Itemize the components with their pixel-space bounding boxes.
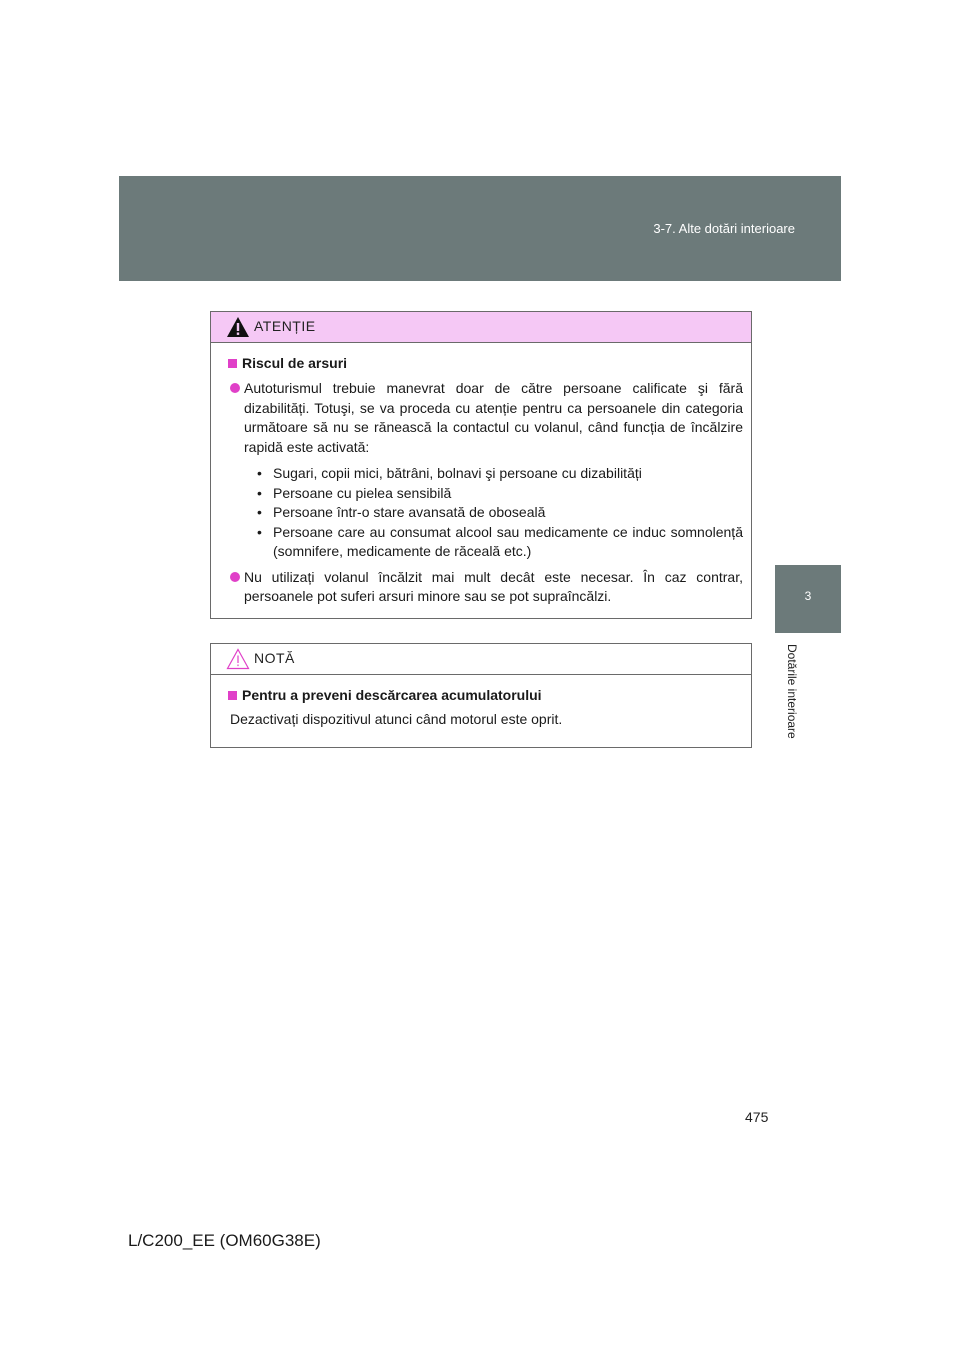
list-item: • Persoane cu pielea sensibilă bbox=[257, 484, 452, 501]
chapter-number: 3 bbox=[804, 589, 812, 603]
chapter-label: Dotările interioare bbox=[785, 644, 799, 739]
dot-bullet-icon bbox=[230, 572, 240, 582]
caution-outline-triangle-icon bbox=[226, 648, 250, 670]
square-bullet-icon bbox=[228, 359, 237, 368]
header-band bbox=[119, 176, 841, 281]
section-title: 3-7. Alte dotări interioare bbox=[653, 221, 795, 236]
warning-paragraph-1 bbox=[228, 379, 743, 457]
warning-box bbox=[210, 311, 752, 619]
warning-list bbox=[228, 464, 743, 562]
warning-section-label: Riscul de arsuri bbox=[242, 355, 348, 371]
warning-header bbox=[211, 312, 751, 343]
note-section-title bbox=[228, 687, 743, 703]
warning-paragraph-2-text: Nu utilizați volanul încălzit mai mult decât este necesar. În caz contrar, persoanele pot suferi arsuri minore sau se pot supraîncălzi. bbox=[244, 568, 743, 604]
warning-paragraph-2 bbox=[228, 568, 743, 607]
warning-section-title bbox=[228, 355, 743, 371]
warning-paragraph-1-text: Autoturismul trebuie manevrat doar de către persoane calificate şi fără dizabilități. Totuşi, se va proceda cu atenție pentru ca persoanele din categoria următoare să nu se rănească la contactul cu volanul, când funcția de încălzire rapidă este activată: bbox=[244, 380, 743, 455]
page-number: 475 bbox=[745, 1109, 769, 1125]
list-item: • Sugari, copii mici, bătrâni, bolnavi şi persoane cu dizabilități bbox=[257, 465, 642, 481]
note-header bbox=[211, 644, 751, 675]
chapter-tab bbox=[775, 565, 841, 633]
warning-triangle-icon bbox=[226, 316, 250, 338]
dot-bullet-icon bbox=[230, 383, 240, 393]
warning-title: ATENȚIE bbox=[254, 318, 316, 334]
note-text: Dezactivați dispozitivul atunci când motorul este oprit. bbox=[230, 711, 563, 727]
note-title: NOTĂ bbox=[254, 650, 295, 666]
note-section-label: Pentru a preveni descărcarea acumulatorului bbox=[242, 687, 542, 703]
list-item: • Persoane care au consumat alcool sau medicamente ce induc somnolență (somnifere, medicamente de răceală etc.) bbox=[257, 523, 743, 559]
square-bullet-icon bbox=[228, 691, 237, 700]
document-code: L/C200_EE (OM60G38E) bbox=[128, 1231, 321, 1250]
list-item: • Persoane într-o stare avansată de oboseală bbox=[257, 504, 546, 520]
note-box bbox=[210, 643, 752, 748]
